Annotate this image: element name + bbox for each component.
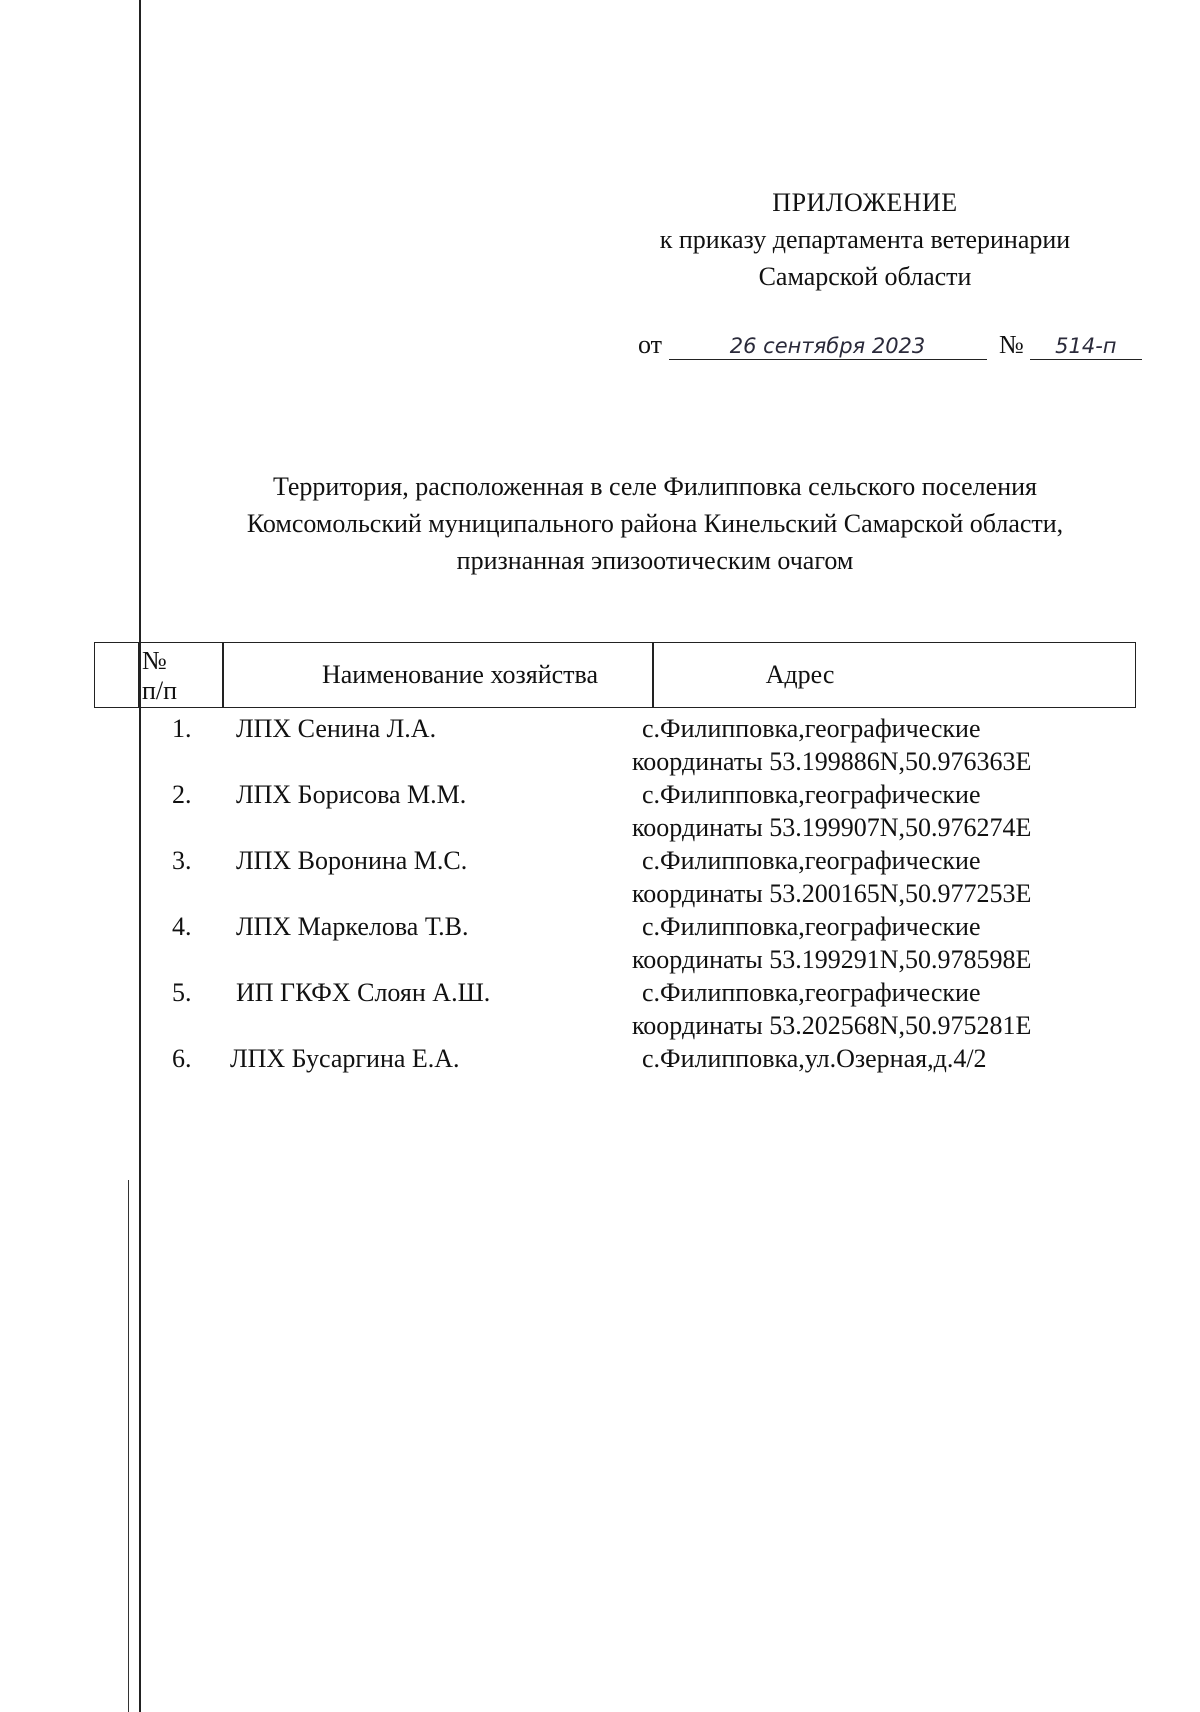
address-line-1: с.Филипповка,географические: [642, 912, 981, 941]
farm-address: [632, 778, 1102, 844]
order-number-handwritten: 514-п: [1030, 334, 1142, 360]
address-line-1: с.Филипповка,географические: [642, 714, 981, 743]
document-title-line-2: Комсомольский муниципального района Кинельский Самарской области,: [246, 509, 1064, 538]
address-line-2: координаты 53.199886N,50.976363E: [632, 747, 1032, 776]
column-header-name: Наименование хозяйства: [321, 660, 598, 689]
address-line-1: с.Филипповка,географические: [642, 846, 981, 875]
appendix-line-2: к приказу департамента ветеринарии: [659, 225, 1071, 254]
order-date-handwritten: 26 сентября 2023: [669, 334, 987, 360]
farm-address: [632, 712, 1102, 778]
row-number: 6.: [172, 1044, 192, 1073]
farm-address: [632, 910, 1102, 976]
row-number: 1.: [172, 714, 192, 743]
farm-name: ЛПХ Борисова М.М.: [236, 780, 467, 809]
table-divider: [138, 643, 140, 707]
column-header-number-line-1: №: [142, 646, 167, 675]
row-number: 2.: [172, 780, 192, 809]
column-header-address: Адрес: [765, 660, 835, 689]
document-title-line-3: признанная эпизоотическим очагом: [456, 546, 854, 575]
document-title-line-1: Территория, расположенная в селе Филипповка сельского поселения: [273, 472, 1037, 501]
order-number-label: №: [999, 330, 1024, 359]
table-divider: [222, 643, 224, 707]
order-reference: [638, 330, 1142, 360]
address-line-1: с.Филипповка,географические: [642, 978, 981, 1007]
row-number: 5.: [172, 978, 192, 1007]
appendix-title: ПРИЛОЖЕНИЕ: [772, 188, 958, 217]
scan-margin-line-secondary: [128, 1180, 129, 1712]
address-line-2: координаты 53.199291N,50.978598E: [632, 945, 1032, 974]
column-header-number: [142, 646, 212, 706]
document-title: [170, 468, 1140, 579]
address-line-2: координаты 53.199907N,50.976274E: [632, 813, 1032, 842]
appendix-header: [600, 184, 1130, 295]
farm-address: [632, 844, 1102, 910]
address-line-2: координаты 53.202568N,50.975281E: [632, 1011, 1032, 1040]
farm-name: ЛПХ Сенина Л.А.: [236, 714, 437, 743]
farm-address: [632, 976, 1102, 1042]
farm-name: ИП ГКФХ Слоян А.Ш.: [236, 978, 491, 1007]
address-line-1: с.Филипповка,ул.Озерная,д.4/2: [642, 1044, 987, 1073]
scan-margin-line: [139, 0, 141, 1712]
appendix-line-3: Самарской области: [758, 262, 972, 291]
farm-name: ЛПХ Маркелова Т.В.: [236, 912, 469, 941]
address-line-1: с.Филипповка,географические: [642, 780, 981, 809]
row-number: 3.: [172, 846, 192, 875]
farm-address: [632, 1042, 1102, 1075]
farm-name: ЛПХ Бусаргина Е.А.: [230, 1044, 460, 1073]
column-header-number-line-2: п/п: [142, 676, 178, 705]
farm-name: ЛПХ Воронина М.С.: [236, 846, 468, 875]
order-from-label: от: [638, 330, 663, 359]
address-line-2: координаты 53.200165N,50.977253E: [632, 879, 1032, 908]
row-number: 4.: [172, 912, 192, 941]
